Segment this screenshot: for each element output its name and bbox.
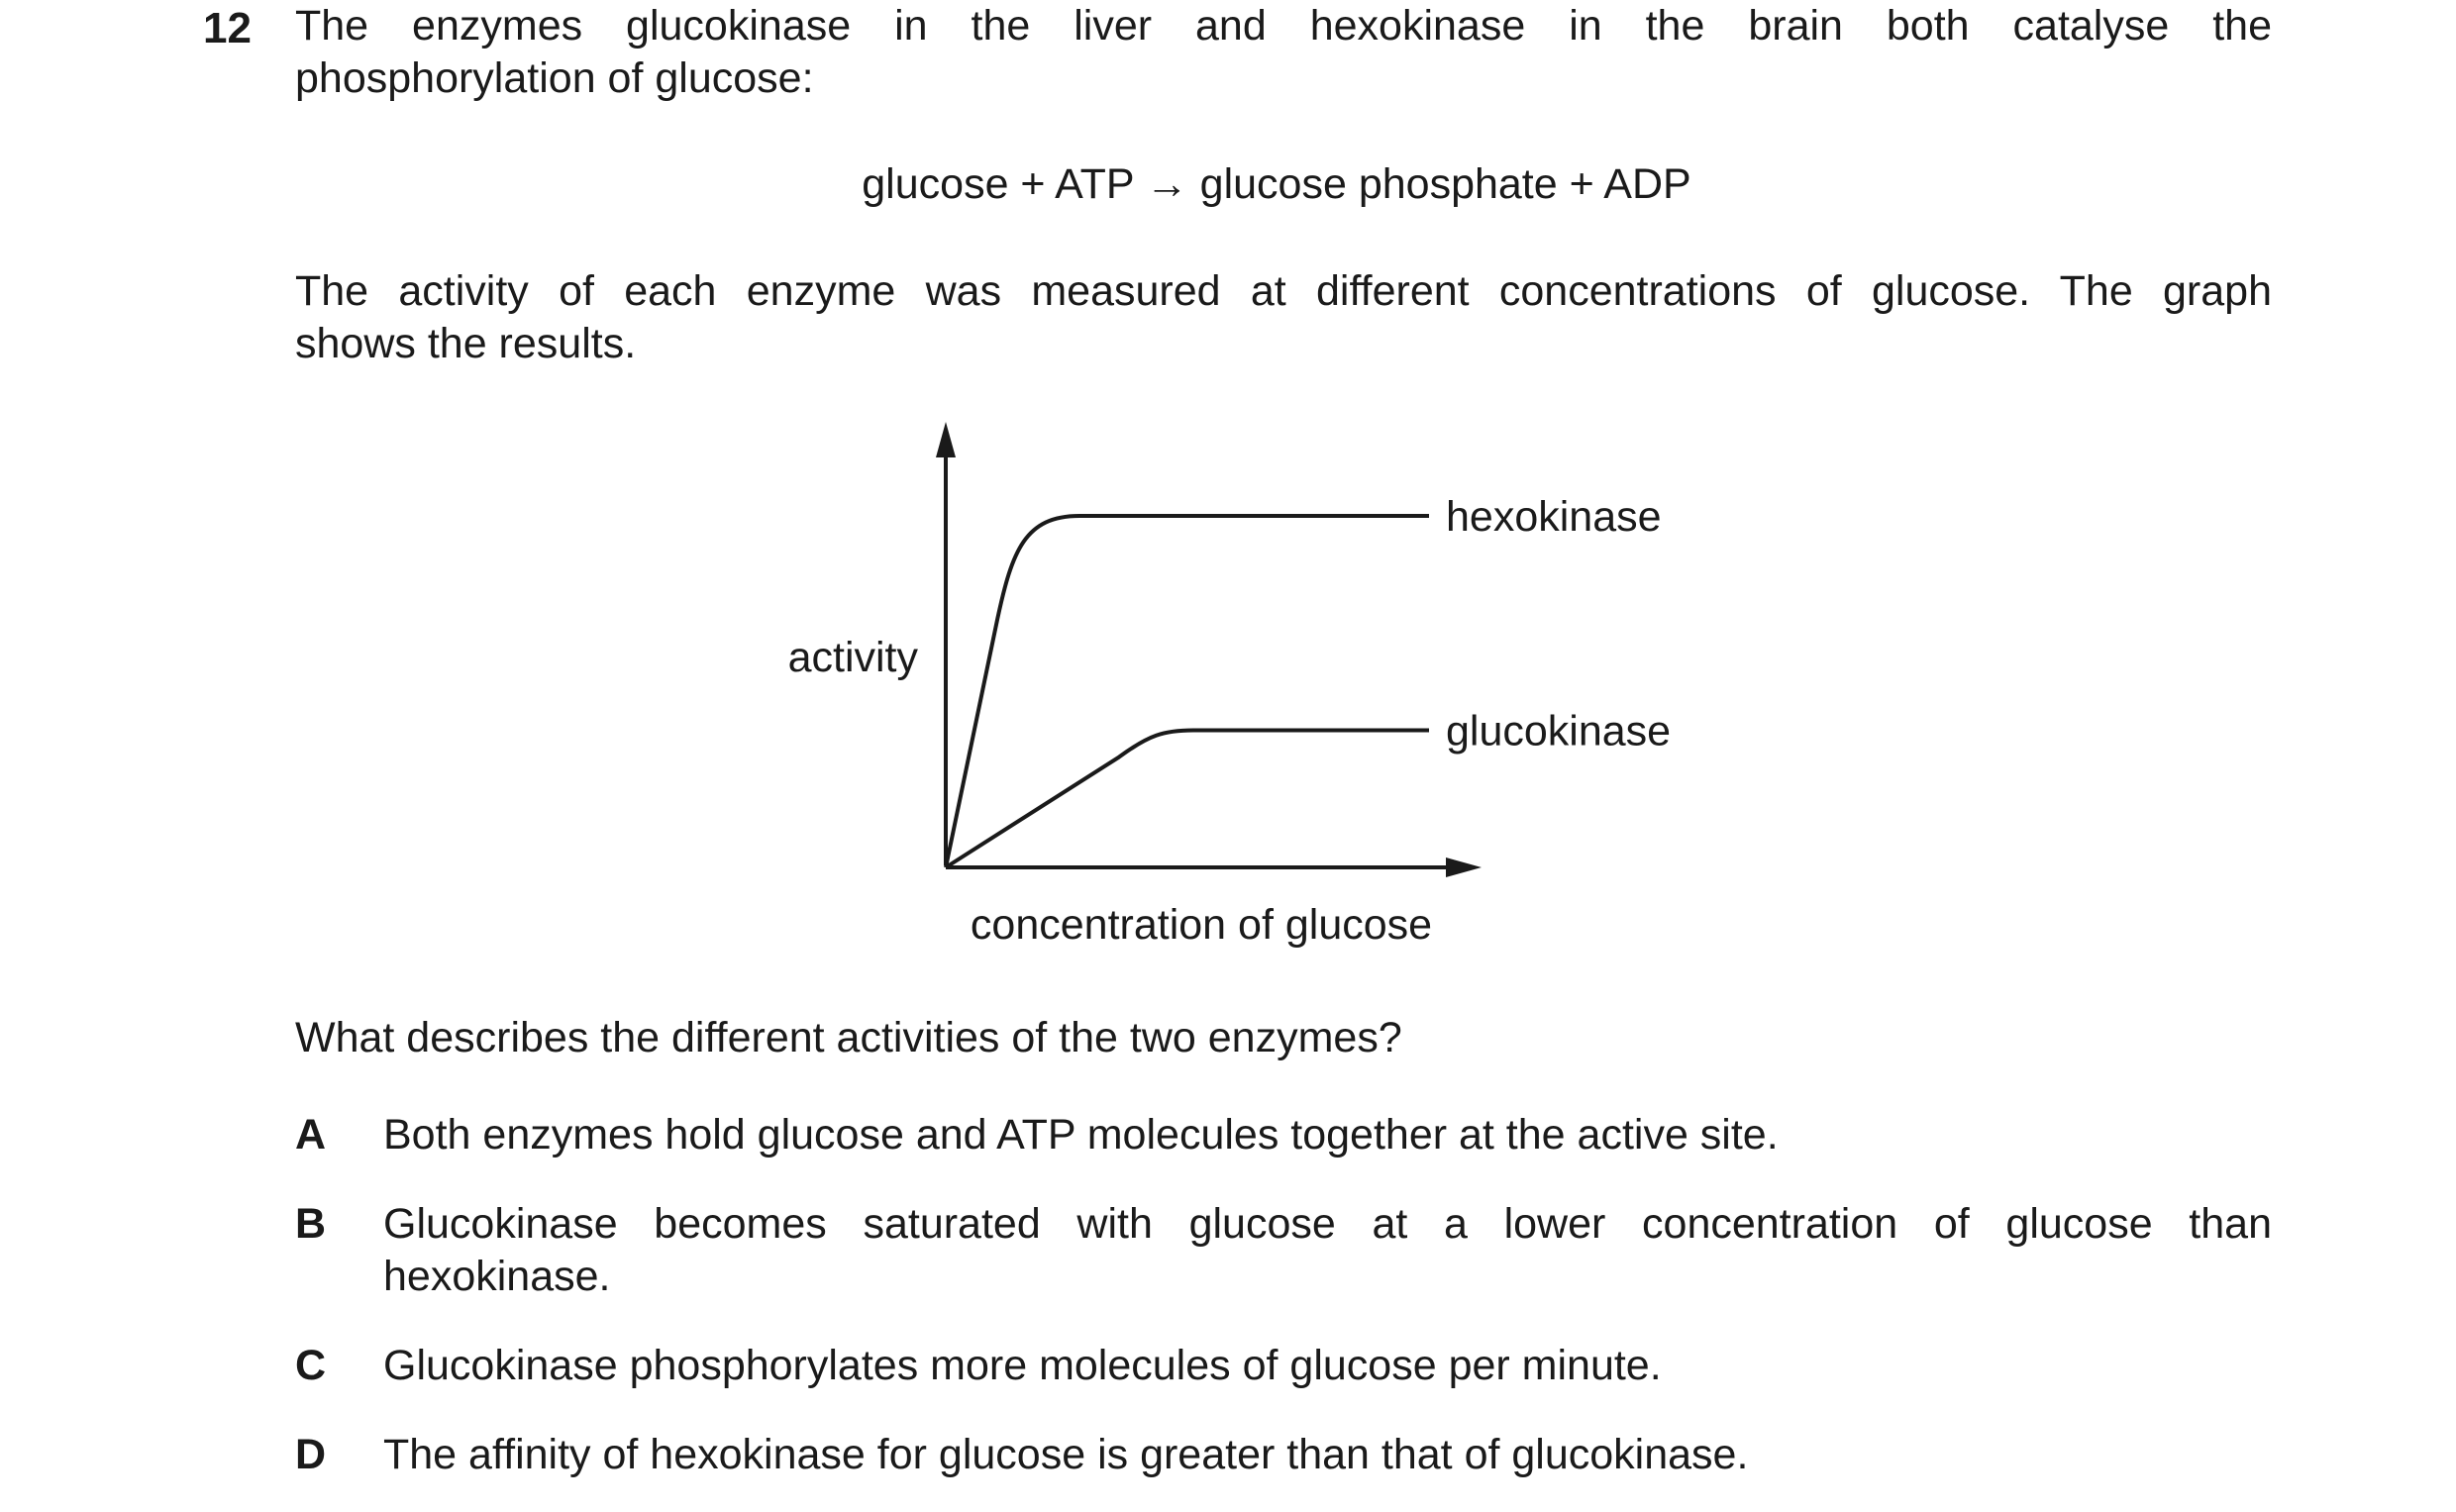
intro-line-1: The enzymes glucokinase in the liver and hexokinase in the brain both catalyse the <box>295 2 2272 50</box>
hexokinase-curve <box>946 516 1429 867</box>
x-axis-label: concentration of glucose <box>970 901 1433 949</box>
glucokinase-curve <box>946 731 1429 867</box>
reaction-equation: glucose + ATP → glucose phosphate + ADP <box>862 160 1691 208</box>
question-prompt: What describes the different activities of the two enzymes? <box>295 1014 1402 1061</box>
option-a-text[interactable] <box>383 1109 2272 1161</box>
context-line-2: shows the results. <box>295 320 637 367</box>
option-d-text[interactable] <box>383 1429 2272 1481</box>
y-axis-arrowhead <box>936 422 956 457</box>
x-axis-arrowhead <box>1446 857 1482 877</box>
option-b-line-1: Glucokinase becomes saturated with glucose at a lower concentration of glucose than <box>383 1200 2272 1248</box>
option-b-letter: B <box>295 1200 327 1248</box>
y-axis-label: activity <box>787 634 918 681</box>
option-d-letter: D <box>295 1431 327 1478</box>
option-b-line-2: hexokinase. <box>383 1253 611 1300</box>
question-number: 12 <box>203 4 252 52</box>
option-a-letter: A <box>295 1111 327 1159</box>
intro-line-2: phosphorylation of glucose: <box>295 54 814 102</box>
series-label-hexokinase: hexokinase <box>1446 493 1662 541</box>
option-c-line-1: Glucokinase phosphorylates more molecules of glucose per minute. <box>383 1342 1662 1389</box>
context-line-1: The activity of each enzyme was measured at different concentrations of glucose. The graph <box>295 267 2272 315</box>
option-a-line-1: Both enzymes hold glucose and ATP molecules together at the active site. <box>383 1111 1779 1159</box>
option-d-line-1: The affinity of hexokinase for glucose is greater than that of glucokinase. <box>383 1431 1749 1478</box>
option-c-text[interactable] <box>383 1340 2272 1392</box>
option-c-letter: C <box>295 1342 327 1389</box>
series-label-glucokinase: glucokinase <box>1446 707 1672 756</box>
option-b-text[interactable] <box>383 1198 2272 1303</box>
